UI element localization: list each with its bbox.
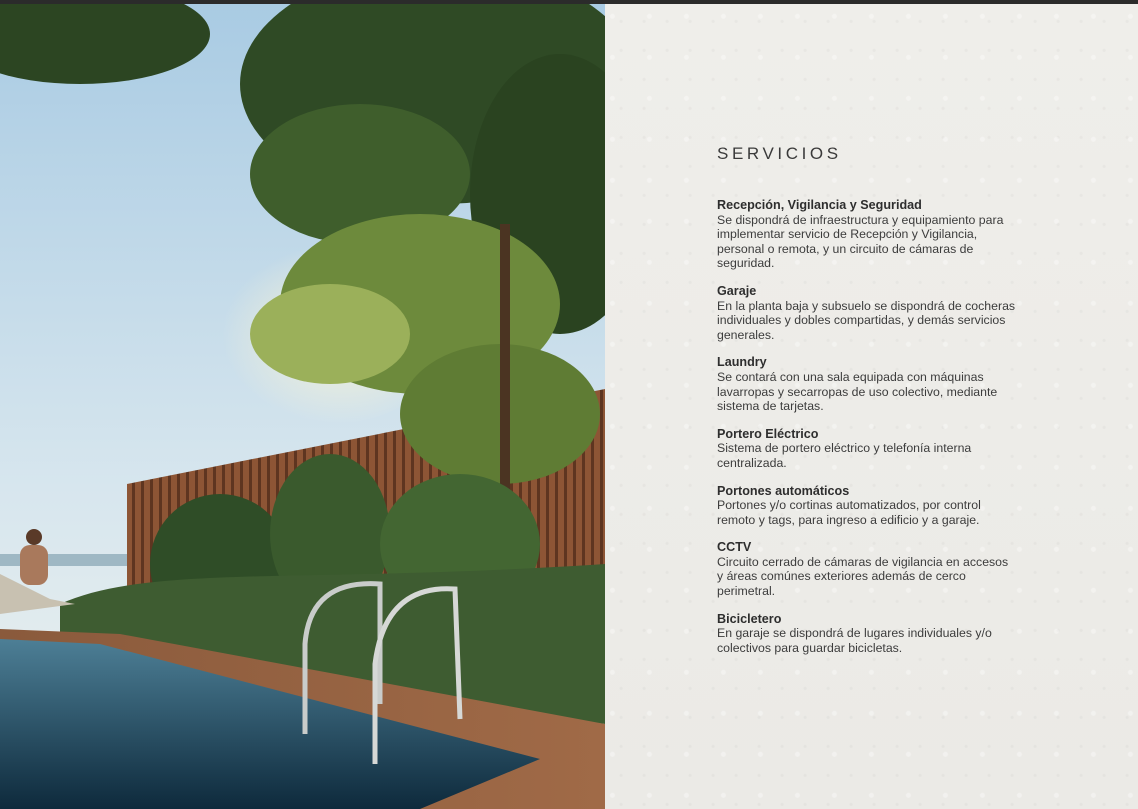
service-name: Bicicletero [717,611,782,626]
service-item [717,198,1017,271]
service-item [717,484,1017,528]
service-name: Laundry [717,355,767,370]
service-item [717,427,1017,471]
service-description: Sistema de portero eléctrico y telefonía interna centralizada. [717,441,972,470]
service-name: Garaje [717,283,757,298]
service-item [717,612,1017,656]
service-description: Se dispondrá de infraestructura y equipamiento para implementar servicio de Recepción y Vigilancia, personal o remota, y un circuito de cámaras de seguridad. [717,212,1004,271]
service-name: Recepción, Vigilancia y Seguridad [717,198,922,212]
service-description: Portones y/o cortinas automatizados, por control remoto y tags, para ingreso a edificio y a garaje. [717,498,981,527]
service-description: Se contará con una sala equipada con máquinas lavarropas y secarropas de uso colectivo, mediante sistema de tarjetas. [717,369,998,414]
service-description: Circuito cerrado de cámaras de vigilancia en accesos y áreas comúnes exteriores además de cerco perimetral. [717,554,1009,599]
services-page [605,4,1138,809]
pool-terrace-photo [0,4,605,809]
service-item [717,284,1017,342]
service-description: En garaje se dispondrá de lugares individuales y/o colectivos para guardar bicicletas. [717,626,992,655]
service-name: CCTV [717,540,752,555]
service-name: Portones automáticos [717,483,850,498]
services-list [717,198,1017,668]
service-item [717,540,1017,598]
service-description: En la planta baja y subsuelo se dispondrá de cocheras individuales y dobles compartidas, y demás servicios generales. [717,298,1016,342]
service-name: Portero Eléctrico [717,426,819,441]
page-title: SERVICIOS [717,144,842,163]
service-item [717,355,1017,413]
